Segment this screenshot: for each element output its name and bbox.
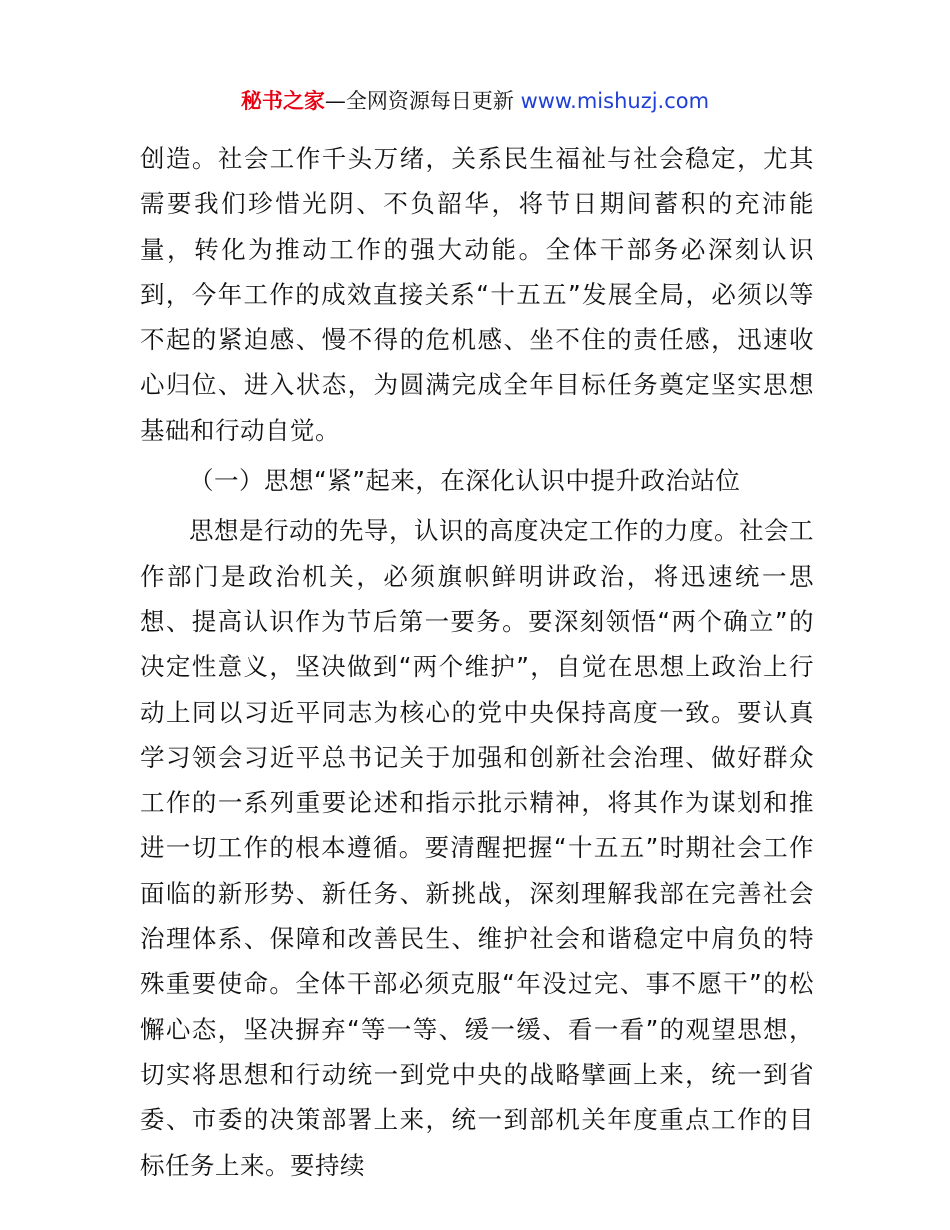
section-heading: （一）思想“紧”起来，在深化认识中提升政治站位 [189,466,741,496]
site-brand: 秘书之家 [240,89,325,113]
page-header [0,86,950,116]
paragraph-continued: 创造。社会工作千头万绪，关系民生福祉与社会稳定，尤其需要我们珍惜光阴、不负韶华，将节日期间蓄积的充沛能量，转化为推动工作的强大动能。全体干部务必深刻认识到，今年工作的成效直接关系“十五五”发展全局，必须以等不起的紧迫感、慢不得的危机感、坐不住的责任感，迅速收心归位、进入状态，为圆满完成全年目标任务奠定坚实思想基础和行动自觉。 [140,144,814,445]
document-body [140,136,814,1188]
site-url-link[interactable]: www.mishuzj.com [520,89,710,113]
site-tagline: —全网资源每日更新 [324,89,521,113]
paragraph-section: 思想是行动的先导，认识的高度决定工作的力度。社会工作部门是政治机关，必须旗帜鲜明讲政治，将迅速统一思想、提高认识作为节后第一要务。要深刻领悟“两个确立”的决定性意义，坚决做到“两个维护”，自觉在思想上政治上行动上同以习近平同志为核心的党中央保持高度一致。要认真学习领会习近平总书记关于加强和创新社会治理、做好群众工作的一系列重要论述和指示批示精神，将其作为谋划和推进一切工作的根本遵循。要清醒把握“十五五”时期社会工作面临的新形势、新任务、新挑战，深刻理解我部在完善社会治理体系、保障和改善民生、维护社会和谐稳定中肩负的特殊重要使命。全体干部必须克服“年没过完、事不愿干”的松懈心态，坚决摒弃“等一等、缓一缓、看一看”的观望思想，切实将思想和行动统一到党中央的战略擘画上来，统一到省委、市委的决策部署上来，统一到部机关年度重点工作的目标任务上来。要持续 [140,516,814,1180]
